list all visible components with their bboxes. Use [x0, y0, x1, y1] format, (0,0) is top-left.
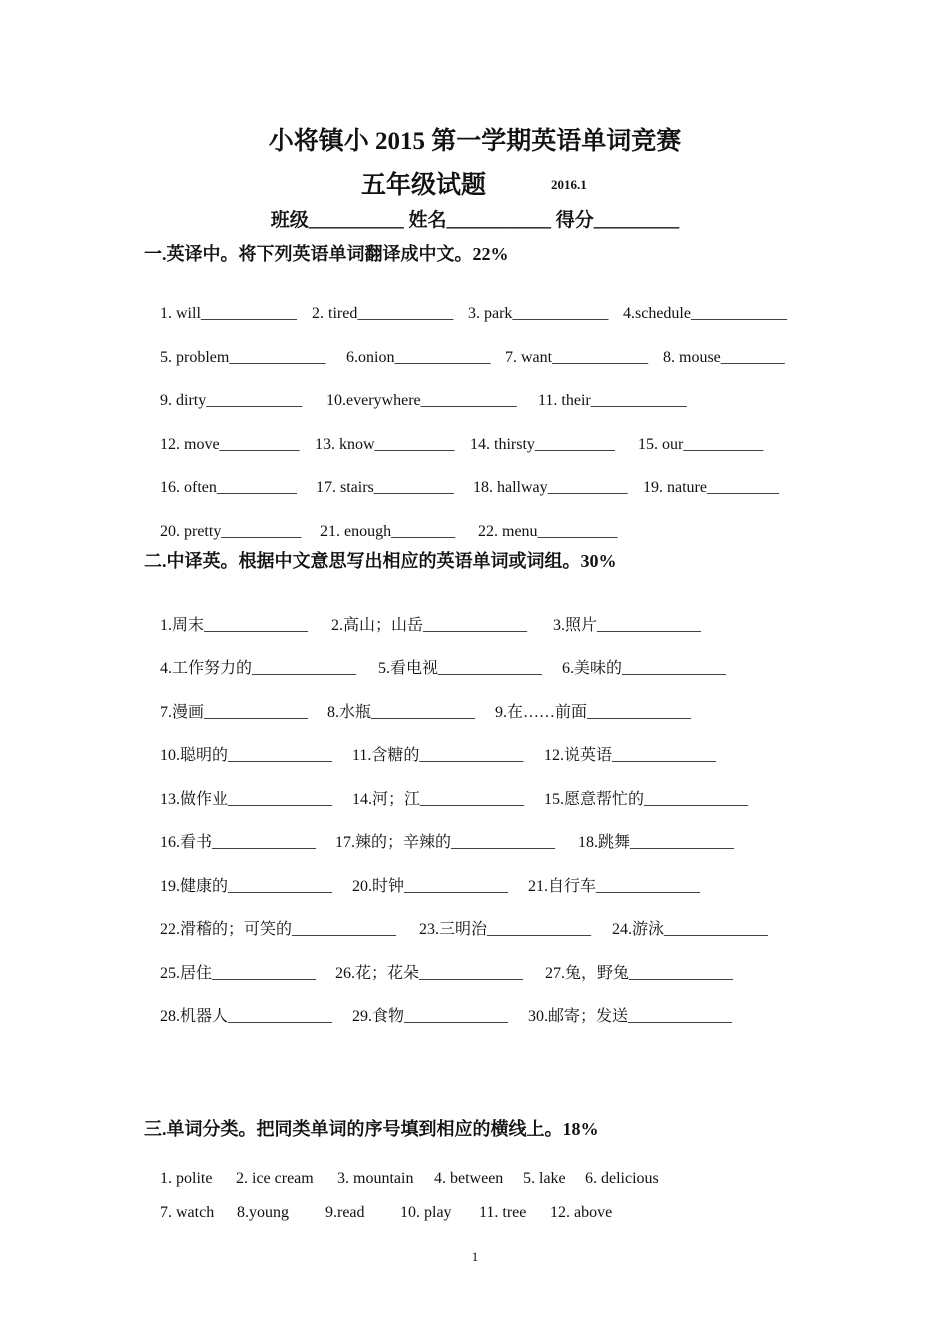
- question-item: 6.美味的_____________: [562, 660, 727, 677]
- question-item: 5.看电视_____________: [378, 660, 543, 677]
- exam-title: 小将镇小 2015 第一学期英语单词竞赛: [268, 128, 682, 155]
- question-item: 22.滑稽的；可笑的_____________: [160, 921, 397, 938]
- question-item: 1. will____________: [160, 305, 297, 322]
- question-item: 19.健康的_____________: [160, 878, 333, 895]
- question-item: 7. want____________: [505, 349, 649, 366]
- question-item: 4.工作努力的_____________: [160, 660, 357, 677]
- word-item: 5. lake: [523, 1170, 566, 1187]
- question-item: 16. often__________: [160, 479, 297, 496]
- question-item: 9.在……前面_____________: [495, 704, 692, 721]
- question-item: 5. problem____________: [160, 349, 326, 366]
- question-item: 13. know__________: [315, 436, 455, 453]
- question-item: 24.游泳_____________: [612, 921, 769, 938]
- question-item: 21. enough________: [320, 523, 456, 540]
- student-info-line: 班级__________ 姓名___________ 得分_________: [270, 210, 680, 231]
- question-item: 12. move__________: [160, 436, 300, 453]
- question-item: 18.跳舞_____________: [578, 834, 735, 851]
- question-item: 9. dirty____________: [160, 392, 303, 409]
- question-item: 27.兔，野兔_____________: [545, 965, 734, 982]
- question-item: 10.everywhere____________: [326, 392, 517, 409]
- question-item: 8.水瓶_____________: [327, 704, 476, 721]
- section2-row: [144, 985, 732, 1044]
- section2-heading: 二.中译英。根据中文意思写出相应的英语单词或词组。30%: [144, 551, 617, 571]
- question-item: 6.onion____________: [346, 349, 491, 366]
- exam-subtitle: 五年级试题: [361, 172, 487, 199]
- question-item: 17. stairs__________: [316, 479, 454, 496]
- question-item: 19. nature_________: [643, 479, 779, 496]
- question-item: 28.机器人_____________: [160, 1008, 333, 1025]
- word-item: 10. play: [400, 1204, 452, 1221]
- word-item: 12. above: [550, 1204, 613, 1221]
- word-item: 11. tree: [479, 1204, 527, 1221]
- question-item: 22. menu__________: [478, 523, 618, 540]
- question-item: 3. park____________: [468, 305, 609, 322]
- question-item: 11. their____________: [538, 392, 687, 409]
- section3-heading: 三.单词分类。把同类单词的序号填到相应的横线上。18%: [144, 1119, 599, 1139]
- exam-subtitle-line: [0, 165, 950, 199]
- question-item: 10.聪明的_____________: [160, 747, 333, 764]
- question-item: 12.说英语_____________: [544, 747, 717, 764]
- word-item: 7. watch: [160, 1204, 215, 1221]
- question-item: 2.高山；山岳_____________: [331, 617, 528, 634]
- question-item: 14.河；江_____________: [352, 791, 525, 808]
- word-item: 3. mountain: [337, 1170, 414, 1187]
- question-item: 25.居住_____________: [160, 965, 317, 982]
- section1-heading: 一.英译中。将下列英语单词翻译成中文。22%: [144, 244, 509, 264]
- question-item: 20.时钟_____________: [352, 878, 509, 895]
- question-item: 23.三明治_____________: [419, 921, 592, 938]
- question-item: 7.漫画_____________: [160, 704, 309, 721]
- question-item: 1.周末_____________: [160, 617, 309, 634]
- exam-date: 2016.1: [551, 177, 587, 192]
- question-item: 20. pretty__________: [160, 523, 302, 540]
- page-number: 1: [471, 1249, 479, 1264]
- question-item: 8. mouse________: [663, 349, 785, 366]
- word-item: 6. delicious: [585, 1170, 659, 1187]
- question-item: 29.食物_____________: [352, 1008, 509, 1025]
- question-item: 26.花；花朵_____________: [335, 965, 524, 982]
- question-item: 2. tired____________: [312, 305, 454, 322]
- question-item: 16.看书_____________: [160, 834, 317, 851]
- question-item: 15. our__________: [638, 436, 764, 453]
- question-item: 4.schedule____________: [623, 305, 787, 322]
- section3-row: [144, 1186, 612, 1240]
- question-item: 18. hallway__________: [473, 479, 628, 496]
- question-item: 11.含糖的_____________: [352, 747, 524, 764]
- word-item: 4. between: [434, 1170, 504, 1187]
- question-item: 15.愿意帮忙的_____________: [544, 791, 749, 808]
- question-item: 17.辣的；辛辣的_____________: [335, 834, 556, 851]
- question-item: 3.照片_____________: [553, 617, 702, 634]
- question-item: 30.邮寄；发送_____________: [528, 1008, 733, 1025]
- word-item: 9.read: [325, 1204, 365, 1221]
- word-item: 1. polite: [160, 1170, 213, 1187]
- word-item: 8.young: [237, 1204, 289, 1221]
- question-item: 13.做作业_____________: [160, 791, 333, 808]
- word-item: 2. ice cream: [236, 1170, 314, 1187]
- question-item: 21.自行车_____________: [528, 878, 701, 895]
- question-item: 14. thirsty__________: [470, 436, 615, 453]
